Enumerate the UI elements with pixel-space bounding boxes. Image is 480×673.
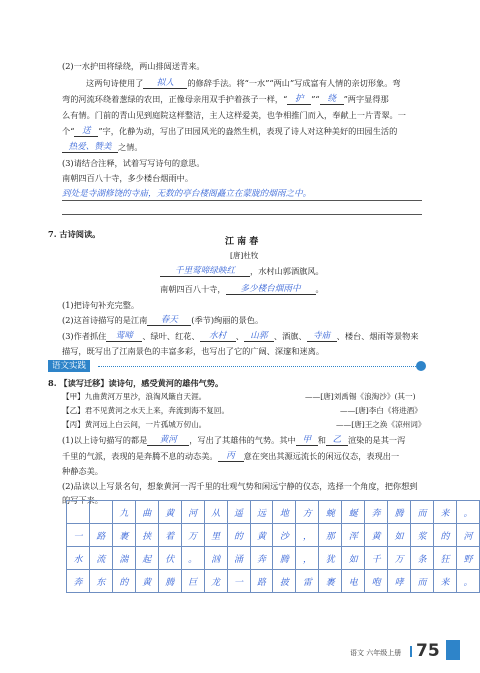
grid-cell[interactable]: 哮 (388, 570, 411, 593)
page-tab (446, 640, 460, 660)
grid-cell[interactable]: 一 (227, 570, 250, 593)
grid-cell[interactable]: 蜒 (342, 501, 365, 524)
grid-cell[interactable]: 如 (388, 524, 411, 547)
text: ”两字显得那 (343, 94, 389, 104)
grid-cell[interactable]: 。 (456, 570, 479, 593)
grid-cell[interactable]: 裹 (112, 524, 135, 547)
grid-cell[interactable]: 野 (456, 547, 479, 570)
q2-para-line4 (62, 125, 397, 137)
text: (1)以上诗句描写的都是 (62, 435, 148, 445)
grid-cell[interactable]: 涌 (227, 547, 250, 570)
grid-cell[interactable] (67, 501, 90, 524)
text: 千里的气派，表现的是奔腾不息的动态美。 (62, 451, 218, 461)
grid-cell[interactable]: 巨 (181, 570, 204, 593)
grid-cell[interactable]: 河 (456, 524, 479, 547)
grid-cell[interactable]: 挟 (135, 524, 158, 547)
text: 、酒旗、 (273, 331, 307, 341)
q3-line: (3)请结合注释，试着写写诗句的意思。 (62, 158, 205, 168)
grid-cell[interactable]: 黄 (135, 570, 158, 593)
grid-cell[interactable]: 的 (112, 570, 135, 593)
grid-cell[interactable]: 。 (456, 501, 479, 524)
poem-bing: 【丙】黄河远上白云间，一片孤城万仞山。 (62, 420, 207, 429)
grid-cell[interactable]: 万 (388, 547, 411, 570)
q8-s1-cont (62, 450, 399, 462)
q7-heading (48, 228, 100, 240)
q7-s3-cont: 描写，既写出了江南景色的丰富多彩，也写出了它的广阔、深邃和迷离。 (62, 346, 325, 356)
grid-cell[interactable]: 远 (250, 501, 273, 524)
grid-cell[interactable]: 裹 (319, 570, 342, 593)
grid-cell[interactable]: 披 (273, 570, 296, 593)
grid-cell[interactable]: 而 (411, 570, 434, 593)
grid-cell[interactable]: 那 (319, 524, 342, 547)
question-label: 【读写迁移】读诗句，感受黄河的雄伟气势。 (59, 378, 224, 388)
grid-cell[interactable]: 。 (181, 547, 204, 570)
grid-cell[interactable]: ， (296, 524, 319, 547)
q2-para-line1 (86, 77, 401, 89)
grid-cell[interactable]: 九 (112, 501, 135, 524)
grid-cell[interactable]: 咆 (365, 570, 388, 593)
grid-cell[interactable]: 腾 (158, 570, 181, 593)
grid-cell[interactable]: 路 (250, 570, 273, 593)
grid-cell[interactable]: 如 (342, 547, 365, 570)
q8-s1-end: 种静态美。 (62, 466, 103, 476)
text: 和 (317, 435, 326, 445)
poem-jia-source: ——[唐]刘禹锡《浪淘沙》(其一) (305, 392, 416, 401)
grid-cell[interactable]: 千 (365, 547, 388, 570)
grid-cell[interactable]: ， (296, 547, 319, 570)
text: 南朝四百八十寺， (160, 284, 226, 294)
grid-cell[interactable]: 东 (89, 570, 112, 593)
answer-blank[interactable]: 黄河 (147, 434, 189, 446)
grid-cell[interactable]: 水 (67, 547, 90, 570)
grid-cell[interactable]: 地 (273, 501, 296, 524)
text: 的修辞手法。将“一水”“两山”写成富有人情的亲切形象。弯 (187, 78, 401, 88)
poem-yi-source: ——[唐]李白《将进酒》 (340, 406, 422, 415)
grid-cell[interactable]: 汹 (204, 547, 227, 570)
grid-cell[interactable]: 里 (204, 524, 227, 547)
text: 、 (235, 331, 244, 341)
text: 、楼台、烟雨等景物来 (336, 331, 419, 341)
grid-cell[interactable]: 着 (158, 524, 181, 547)
grid-cell[interactable]: 的 (434, 524, 457, 547)
text: 渲染的是其一泻 (347, 435, 406, 445)
text: (2)这首诗描写的是江南 (62, 315, 148, 325)
grid-cell[interactable]: 一 (67, 524, 90, 547)
grid-cell[interactable]: 奔 (67, 570, 90, 593)
grid-row (67, 570, 480, 593)
footer-label: 语文 六年级上册 (350, 649, 402, 657)
answer-blank[interactable]: 绕 (320, 93, 344, 105)
answer-blank[interactable]: 送 (74, 125, 98, 137)
grid-cell[interactable]: 湍 (112, 547, 135, 570)
grid-cell[interactable]: 流 (89, 547, 112, 570)
grid-cell[interactable]: 从 (204, 501, 227, 524)
q8-s2: (2)品读以上写景名句，想象黄河一泻千里的壮观气势和闲远宁静的仪态，选择一个角度，把你想到 (62, 481, 418, 491)
poem-yi: 【乙】君不见黄河之水天上来，奔流到海不复回。 (62, 406, 230, 415)
grid-cell[interactable]: 浆 (411, 524, 434, 547)
poem-bing-source: ——[唐]王之涣《凉州词》 (336, 420, 426, 429)
section-tag: 语文实践 (48, 360, 90, 372)
q8-s2-cont: 的写下来。 (62, 495, 103, 505)
grid-cell[interactable]: 河 (181, 501, 204, 524)
footer-divider (410, 646, 412, 657)
grid-cell[interactable]: 遥 (227, 501, 250, 524)
answer-line (62, 200, 422, 201)
q8-s1 (62, 434, 405, 446)
q2-line: (2)一水护田将绿绕，两山排闼送青来。 (62, 61, 205, 71)
grid-row (67, 501, 480, 524)
answer-blank[interactable]: 水村 (200, 330, 236, 342)
grid-cell[interactable]: 路 (89, 524, 112, 547)
q7-s2 (62, 314, 263, 326)
answer-blank[interactable]: 乙 (326, 434, 348, 446)
answer-blank[interactable]: 寺庙 (307, 330, 337, 342)
grid-cell[interactable]: 而 (411, 501, 434, 524)
answer-blank[interactable]: 山郭 (244, 330, 274, 342)
question-label: 古诗阅读。 (59, 229, 101, 239)
answer-blank[interactable]: 莺啼 (106, 330, 142, 342)
answer-blank[interactable]: 丙 (218, 450, 244, 462)
grid-cell[interactable]: 蜿 (319, 501, 342, 524)
grid-cell[interactable]: 的 (227, 524, 250, 547)
text: 这两句诗使用了 (86, 78, 144, 88)
grid-cell[interactable]: 起 (135, 547, 158, 570)
grid-cell[interactable]: 来 (434, 501, 457, 524)
grid-row (67, 547, 480, 570)
text: (3)作者抓住 (62, 331, 107, 341)
grid-cell[interactable]: 奔 (365, 501, 388, 524)
grid-cell[interactable]: 曲 (135, 501, 158, 524)
text: ，水村山郭酒旗风。 (250, 266, 324, 276)
text: (季节)绚丽的景色。 (191, 315, 264, 325)
poem-line1 (160, 265, 324, 277)
grid-cell[interactable]: 黄 (250, 524, 273, 547)
text: 、绿叶、红花、 (142, 331, 200, 341)
grid-cell[interactable]: 电 (342, 570, 365, 593)
q7-s3 (62, 330, 419, 342)
q3-poem: 南朝四百八十寺，多少楼台烟雨中。 (62, 173, 194, 183)
answer-blank[interactable]: 春天 (147, 314, 191, 326)
page-number: 75 (416, 641, 440, 661)
answer-blank[interactable]: 拟人 (143, 77, 187, 89)
text: ”“ (311, 94, 320, 104)
grid-cell[interactable] (89, 501, 112, 524)
q2-para-line3: 么有情。门前的青山见到庭院这样整洁，主人这样爱美，也争相推门而入，奉献上一片青翠。一 (62, 110, 406, 120)
q2-para-line2 (62, 93, 389, 105)
poem-title: 江 南 春 (225, 237, 259, 247)
grid-cell[interactable]: 条 (411, 547, 434, 570)
q3-answer[interactable]: 到处是寺湖修饶的寺庙，无数的亭台楼阁矗立在蒙胧的烟雨之中。 (62, 189, 312, 199)
text: 意在突出其源远流长的闲远仪态，表现出一 (243, 451, 400, 461)
question-number: 7. (48, 229, 57, 239)
grid-cell[interactable]: 来 (434, 570, 457, 593)
answer-blank[interactable]: 甲 (296, 434, 318, 446)
question-number: 8. (48, 378, 57, 388)
grid-row (67, 524, 480, 547)
grid-cell[interactable]: 万 (181, 524, 204, 547)
grid-cell[interactable]: 方 (296, 501, 319, 524)
section-divider (98, 366, 416, 367)
section-bar (48, 360, 426, 372)
grid-cell[interactable]: 黄 (365, 524, 388, 547)
text: 之情。 (118, 142, 143, 152)
writing-grid (66, 500, 480, 593)
q2-para-line5 (62, 141, 143, 153)
answer-blank[interactable]: 护 (287, 93, 311, 105)
grid-cell[interactable]: 雷 (296, 570, 319, 593)
answer-line (62, 214, 422, 215)
grid-cell[interactable]: 伏 (158, 547, 181, 570)
q7-s1: (1)把诗句补充完整。 (62, 300, 140, 310)
grid-cell[interactable]: 黄 (158, 501, 181, 524)
poem-line2 (160, 283, 324, 295)
poem-blank[interactable]: 千里莺啼绿映红 (160, 265, 250, 277)
poem-blank[interactable]: 多少楼台烟雨中 (226, 283, 316, 295)
grid-cell[interactable]: 浑 (342, 524, 365, 547)
grid-cell[interactable]: 腾 (388, 501, 411, 524)
grid-cell[interactable]: 奔 (250, 547, 273, 570)
section-dot-icon (416, 361, 426, 371)
grid-cell[interactable]: 腾 (273, 547, 296, 570)
grid-cell[interactable]: 沙 (273, 524, 296, 547)
text: 。 (315, 284, 324, 294)
grid-cell[interactable]: 龙 (204, 570, 227, 593)
text: 弯的河流环绕着葱绿的农田，正像母亲用双手护着孩子一样，“ (62, 94, 288, 104)
answer-blank[interactable]: 热爱、赞美 (62, 141, 118, 153)
text: ”字，化静为动，写出了田园风光的盎然生机，表现了诗人对这种美好的田园生活的 (98, 126, 398, 136)
text: ，写出了其雄伟的气势。其中 (189, 435, 296, 445)
text: 个“ (62, 126, 75, 136)
poem-jia: 【甲】九曲黄河万里沙，浪淘风簸自天涯。 (62, 392, 207, 401)
grid-cell[interactable]: 犹 (319, 547, 342, 570)
q8-heading (48, 377, 223, 389)
grid-cell[interactable]: 狂 (434, 547, 457, 570)
poem-author: [唐]杜牧 (230, 251, 259, 260)
